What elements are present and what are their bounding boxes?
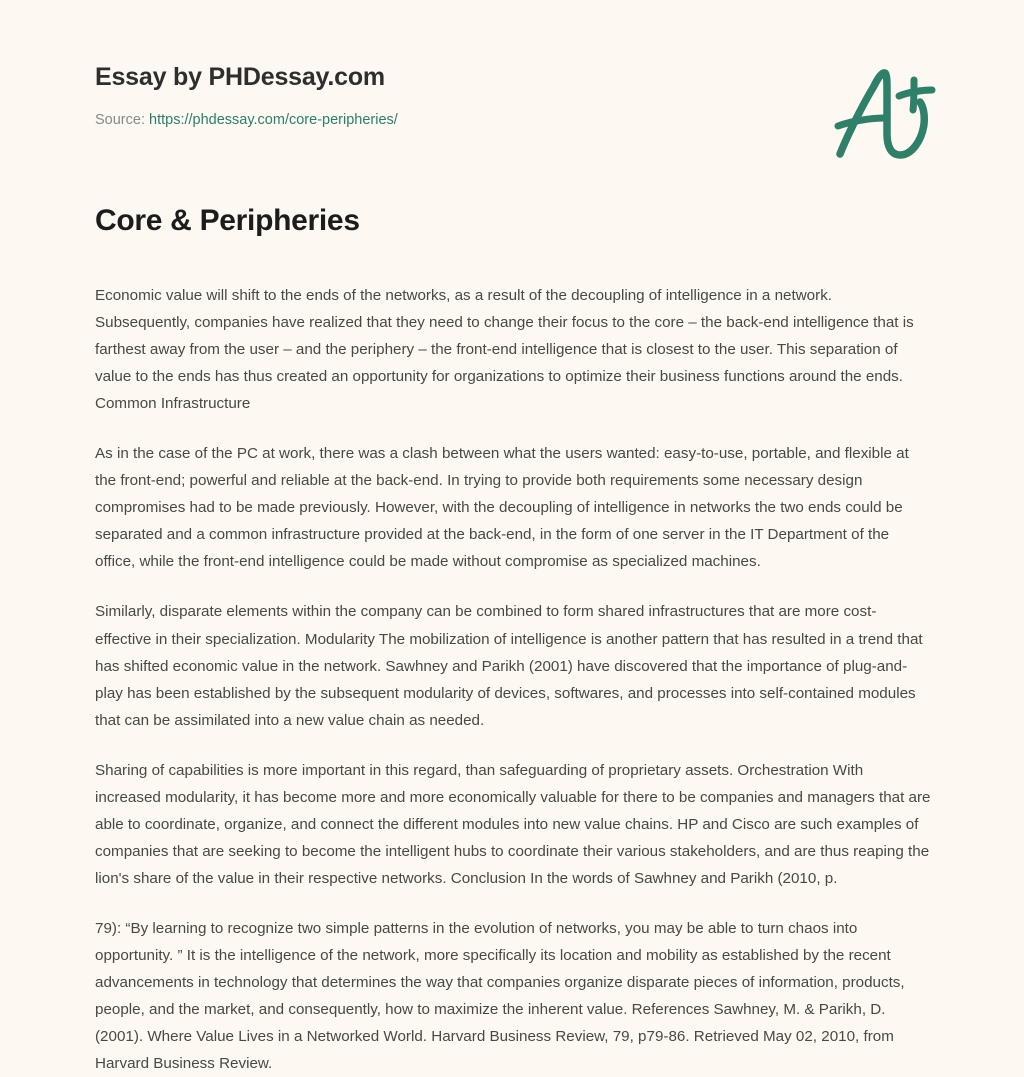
paragraph: Sharing of capabilities is more important in this regard, than safeguarding of proprietary assets. Orchestration With increased modularity, it has become more and more economically valuable for there to be companies and managers that are able to coordinate, organize, and connect the different modules into new value chains. HP and Cisco are such examples of companies that are seeking to become the intelligent hubs to coordinate their various stakeholders, and are thus reaping the lion's share of the value in their respective networks. Conclusion In the words of Sawhney and Parikh (2010, p.: [95, 761, 931, 887]
paragraph: 79): “By learning to recognize two simple patterns in the evolution of networks, you may be able to turn chaos into opportunity. ” It is the intelligence of the network, more specifically its location and mobility as established by the recent advancements in technology that determines the way that companies organize disparate pieces of information, products, people, and the market, and consequently, how to maximize the inherent value. References Sawhney, M. & Parikh, D. (2001). Where Value Lives in a Networked World. Harvard Business Review, 79, p79-86. Retrieved May 02, 2010, from Harvard Business Review.: [95, 919, 905, 1073]
brand-title: Essay by PHDessay.com: [95, 63, 385, 91]
source-label: Source:: [95, 111, 145, 128]
aplus-logo-icon: [824, 62, 949, 167]
source-url-link[interactable]: https://phdessay.com/core-peripheries/: [149, 111, 398, 128]
paragraph: As in the case of the PC at work, there was a clash between what the users wanted: easy-to-use, portable, and flexible at the front-end; powerful and reliable at the back-end. In trying to provide both requirements some necessary design compromises had to be made previously. However, with the decoupling of intelligence in networks the two ends could be separated and a common infrastructure provided at the back-end, in the form of one server in the IT Department of the office, while the front-end intelligence could be made without compromise as specialized machines.: [95, 445, 909, 571]
article-body: [95, 282, 931, 1077]
paragraph: Similarly, disparate elements within the company can be combined to form shared infrastructures that are more cost-effective in their specialization. Modularity The mobilization of intelligence is another pattern that has resulted in a trend that has shifted economic value in the network. Sawhney and Parikh (2001) have discovered that the importance of plug-and-play has been established by the subsequent modularity of devices, softwares, and processes into self-contained modules that can be assimilated into a new value chain as needed.: [95, 603, 923, 729]
source-line: [95, 112, 929, 129]
paragraph: Economic value will shift to the ends of the networks, as a result of the decoupling of intelligence in a network. Subsequently, companies have realized that they need to change their focus to the core – the back-end intelligence that is farthest away from the user – and the periphery – the front-end intelligence that is closest to the user. This separation of value to the ends has thus created an opportunity for organizations to optimize their business functions around the ends. Common Infrastructure: [95, 287, 914, 413]
page-header: [95, 64, 929, 184]
page-title: Core & Peripheries: [95, 204, 360, 237]
